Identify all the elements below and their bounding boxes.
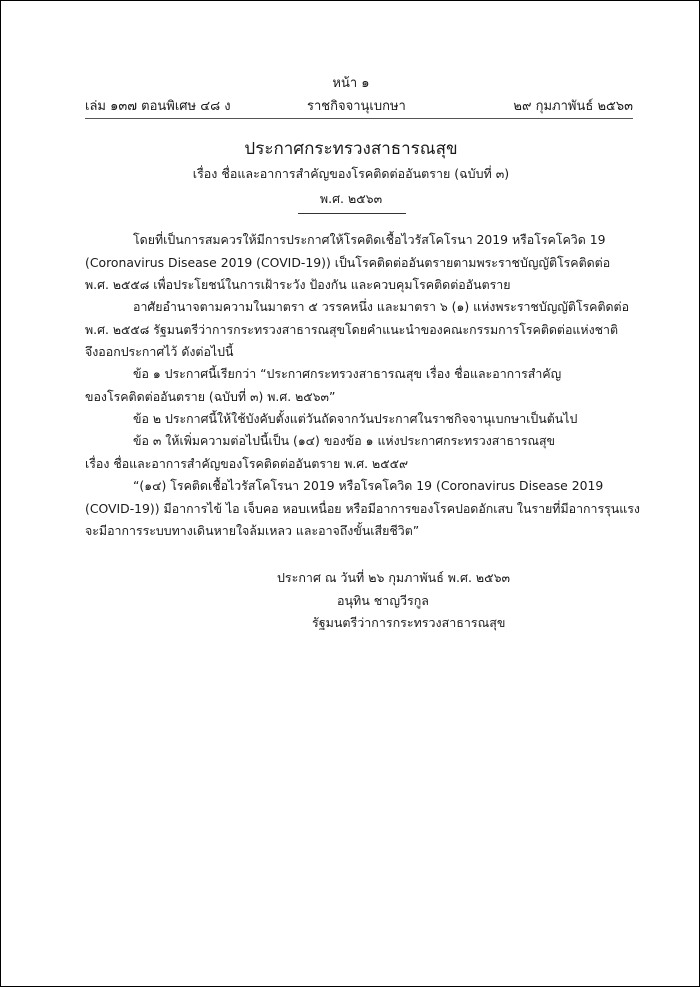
paragraph-line: ข้อ ๑ ประกาศนี้เรียกว่า “ประกาศกระทรวงสาธารณสุข เรื่อง ชื่อและอาการสำคัญ xyxy=(133,366,562,381)
gazette-name: ราชกิจจานุเบกษา xyxy=(307,99,406,114)
paragraph-line: จะมีอาการระบบทางเดินหายใจล้มเหลว และอาจถึงขั้นเสียชีวิต” xyxy=(85,523,420,538)
announcement-year: พ.ศ. ๒๕๖๓ xyxy=(319,191,383,206)
paragraph-line: (COVID-19)) มีอาการไข้ ไอ เจ็บคอ หอบเหนื่อย หรือมีอาการของโรคปอดอักเสบ ในรายที่มีอาการรุนแรง xyxy=(85,500,640,516)
clause-2 xyxy=(85,408,625,431)
paragraph-line: ของโรคติดต่ออันตราย (ฉบับที่ ๓) พ.ศ. ๒๕๖๓” xyxy=(85,388,336,404)
announcement-subject: เรื่อง ชื่อและอาการสำคัญของโรคติดต่ออันตราย (ฉบับที่ ๓) xyxy=(192,166,510,181)
clause-1 xyxy=(85,363,625,408)
paragraph-line: ข้อ ๓ ให้เพิ่มความต่อไปนี้เป็น (๑๔) ของข้อ ๑ แห่งประกาศกระทรวงสาธารณสุข xyxy=(133,433,556,448)
gazette-date: ๒๙ กุมภาพันธ์ ๒๕๖๓ xyxy=(513,99,633,114)
header-divider xyxy=(85,118,633,119)
announcement-title: ประกาศกระทรวงสาธารณสุข xyxy=(244,139,458,159)
page-number: หน้า ๑ xyxy=(332,76,370,91)
paragraph-line: “(๑๔) โรคติดเชื้อไวรัสโคโรนา 2019 หรือโรคโควิด 19 (Coronavirus Disease 2019 xyxy=(133,478,604,493)
paragraph-line: (Coronavirus Disease 2019 (COVID-19)) เป็นโรคติดต่ออันตรายตามพระราชบัญญัติโรคติดต่อ xyxy=(85,254,611,270)
signatory-position: รัฐมนตรีว่าการกระทรวงสาธารณสุข xyxy=(312,615,506,630)
paragraph-preamble xyxy=(85,229,625,297)
paragraph-line: จึงออกประกาศไว้ ดังต่อไปนี้ xyxy=(85,344,234,359)
clause-3 xyxy=(85,430,625,475)
paragraph-line: เรื่อง ชื่อและอาการสำคัญของโรคติดต่ออันตราย พ.ศ. ๒๕๕๙ xyxy=(85,455,409,471)
signatory-name: อนุทิน ชาญวีรกูล xyxy=(337,593,429,608)
item-14 xyxy=(85,475,640,543)
signature-date: ประกาศ ณ วันที่ ๒๖ กุมภาพันธ์ พ.ศ. ๒๕๖๓ xyxy=(277,570,511,585)
title-divider xyxy=(298,213,406,214)
paragraph-line: โดยที่เป็นการสมควรให้มีการประกาศให้โรคติดเชื้อไวรัสโคโรนา 2019 หรือโรคโควิด 19 xyxy=(133,232,606,247)
paragraph-authority xyxy=(85,296,630,364)
paragraph-line: พ.ศ. ๒๕๕๘ เพื่อประโยชน์ในการเฝ้าระวัง ป้องกัน และควบคุมโรคติดต่ออันตราย xyxy=(85,277,511,292)
paragraph-line: อาศัยอำนาจตามความในมาตรา ๕ วรรคหนึ่ง และมาตรา ๖ (๑) แห่งพระราชบัญญัติโรคติดต่อ xyxy=(133,299,630,314)
paragraph-line: ข้อ ๒ ประกาศนี้ให้ใช้บังคับตั้งแต่วันถัดจากวันประกาศในราชกิจจานุเบกษาเป็นต้นไป xyxy=(133,411,578,426)
volume-info: เล่ม ๑๓๗ ตอนพิเศษ ๔๘ ง xyxy=(85,99,231,114)
paragraph-line: พ.ศ. ๒๕๕๘ รัฐมนตรีว่าการกระทรวงสาธารณสุขโดยคำแนะนำของคณะกรรมการโรคติดต่อแห่งชาติ xyxy=(85,321,619,337)
